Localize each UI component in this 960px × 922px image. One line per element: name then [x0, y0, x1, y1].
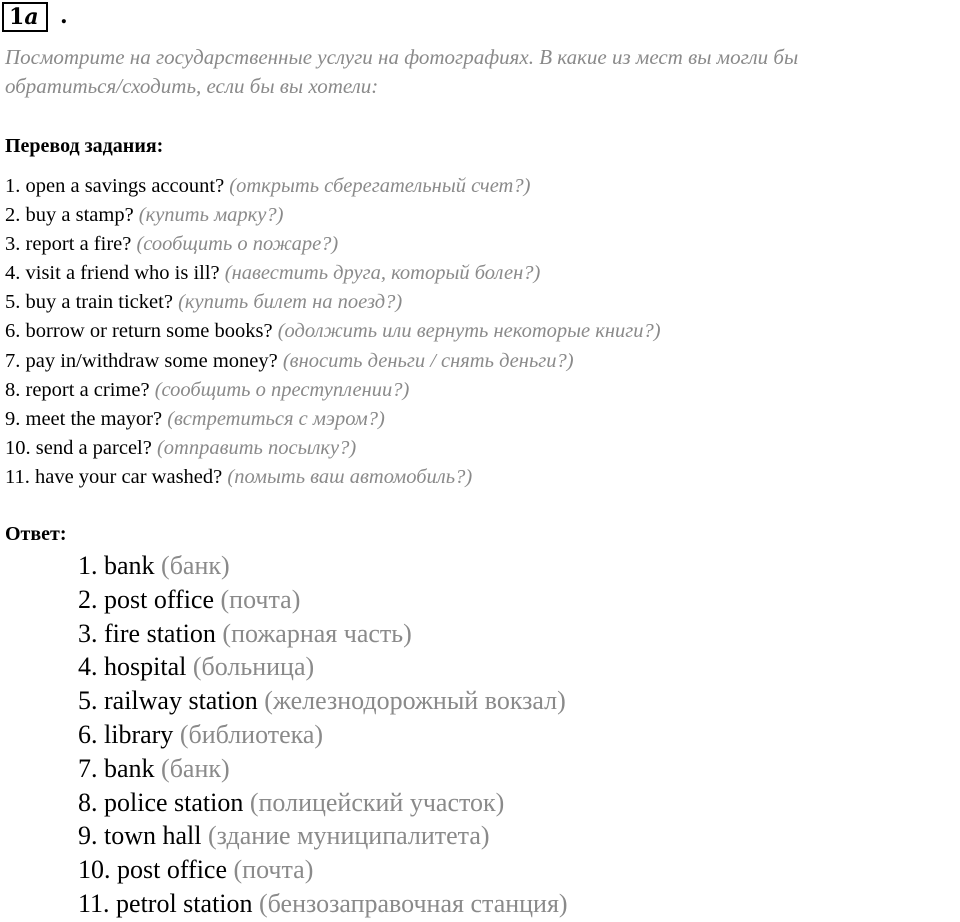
answer-text: 11. petrol station: [78, 888, 253, 918]
answer-translation: (больница): [192, 652, 315, 682]
question-item: [5, 347, 661, 376]
answer-heading: Ответ:: [5, 523, 67, 545]
instruction-line-1: Посмотрите на государственные услуги на фотографиях. В какие из мест вы могли бы: [5, 45, 799, 69]
answer-item: [78, 819, 568, 853]
answer-item: [78, 887, 568, 921]
question-text: 10. send a parcel?: [5, 436, 152, 459]
answer-list: [78, 549, 568, 921]
question-text: 4. visit a friend who is ill?: [5, 262, 220, 285]
answer-translation: (почта): [233, 855, 314, 885]
question-text: 7. pay in/withdraw some money?: [5, 349, 278, 372]
question-text: 5. buy a train ticket?: [5, 291, 173, 314]
question-item: [5, 376, 661, 405]
answer-item: [78, 718, 568, 752]
answer-translation: (библиотека): [179, 719, 324, 749]
answer-text: 7. bank: [78, 753, 155, 783]
answer-text: 9. town hall: [78, 821, 202, 851]
answer-text: 8. police station: [78, 787, 244, 817]
answer-translation: (железнодорожный вокзал): [264, 686, 566, 716]
question-text: 9. meet the mayor?: [5, 407, 163, 430]
task-number: 1: [9, 4, 25, 30]
answer-item: [78, 617, 568, 651]
answer-translation: (почта): [220, 584, 301, 614]
answer-translation: (банк): [161, 753, 230, 783]
answer-translation: (бензозаправочная станция): [259, 888, 568, 918]
answer-translation: (полицейский участок): [249, 787, 505, 817]
question-text: 3. report a fire?: [5, 233, 132, 256]
question-translation: (одолжить или вернуть некоторые книги?): [277, 320, 661, 343]
answer-text: 10. post office: [78, 855, 227, 885]
question-list: [5, 172, 661, 492]
answer-item: [78, 752, 568, 786]
question-translation: (сообщить о пожаре?): [136, 233, 339, 256]
question-translation: (вносить деньги / снять деньги?): [282, 349, 574, 372]
answer-translation: (здание муниципалитета): [208, 821, 490, 851]
question-item: [5, 230, 661, 259]
answer-text: 2. post office: [78, 584, 214, 614]
question-translation: (сообщить о преступлении?): [154, 378, 410, 401]
question-item: [5, 201, 661, 230]
question-translation: (отправить посылку?): [156, 436, 357, 459]
question-item: [5, 259, 661, 288]
question-translation: (навестить друга, который болен?): [224, 262, 541, 285]
task-number-badge: [2, 2, 48, 32]
question-text: 6. borrow or return some books?: [5, 320, 273, 343]
answer-item: [78, 786, 568, 820]
answer-text: 3. fire station: [78, 618, 216, 648]
answer-text: 6. library: [78, 719, 174, 749]
task-instruction: [5, 43, 960, 101]
answer-item: [78, 549, 568, 583]
translation-heading: Перевод задания:: [5, 135, 164, 157]
answer-text: 5. railway station: [78, 686, 258, 716]
answer-translation: (банк): [161, 551, 230, 580]
question-item: [5, 317, 661, 346]
answer-text: 1. bank: [78, 551, 155, 580]
task-number-dot: .: [60, 3, 68, 29]
answer-item: [78, 684, 568, 718]
question-translation: (встретиться с мэром?): [167, 407, 385, 430]
question-text: 2. buy a stamp?: [5, 204, 134, 227]
task-letter: a: [24, 4, 39, 30]
question-translation: (помыть ваш автомобиль?): [227, 465, 473, 488]
answer-text: 4. hospital: [78, 652, 187, 682]
question-text: 1. open a savings account?: [5, 175, 225, 197]
question-item: [5, 434, 661, 463]
answer-translation: (пожарная часть): [222, 618, 412, 648]
question-text: 11. have your car washed?: [5, 465, 223, 488]
question-item: [5, 172, 661, 201]
answer-item: [78, 583, 568, 617]
question-text: 8. report a crime?: [5, 378, 150, 401]
question-item: [5, 288, 661, 317]
question-translation: (купить марку?): [138, 204, 284, 227]
answer-item: [78, 650, 568, 684]
answer-item: [78, 853, 568, 887]
question-item: [5, 463, 661, 492]
instruction-line-2: обратиться/сходить, если бы вы хотели:: [5, 74, 379, 98]
question-item: [5, 405, 661, 434]
question-translation: (купить билет на поезд?): [178, 291, 403, 314]
question-translation: (открыть сберегательный счет?): [229, 175, 531, 197]
